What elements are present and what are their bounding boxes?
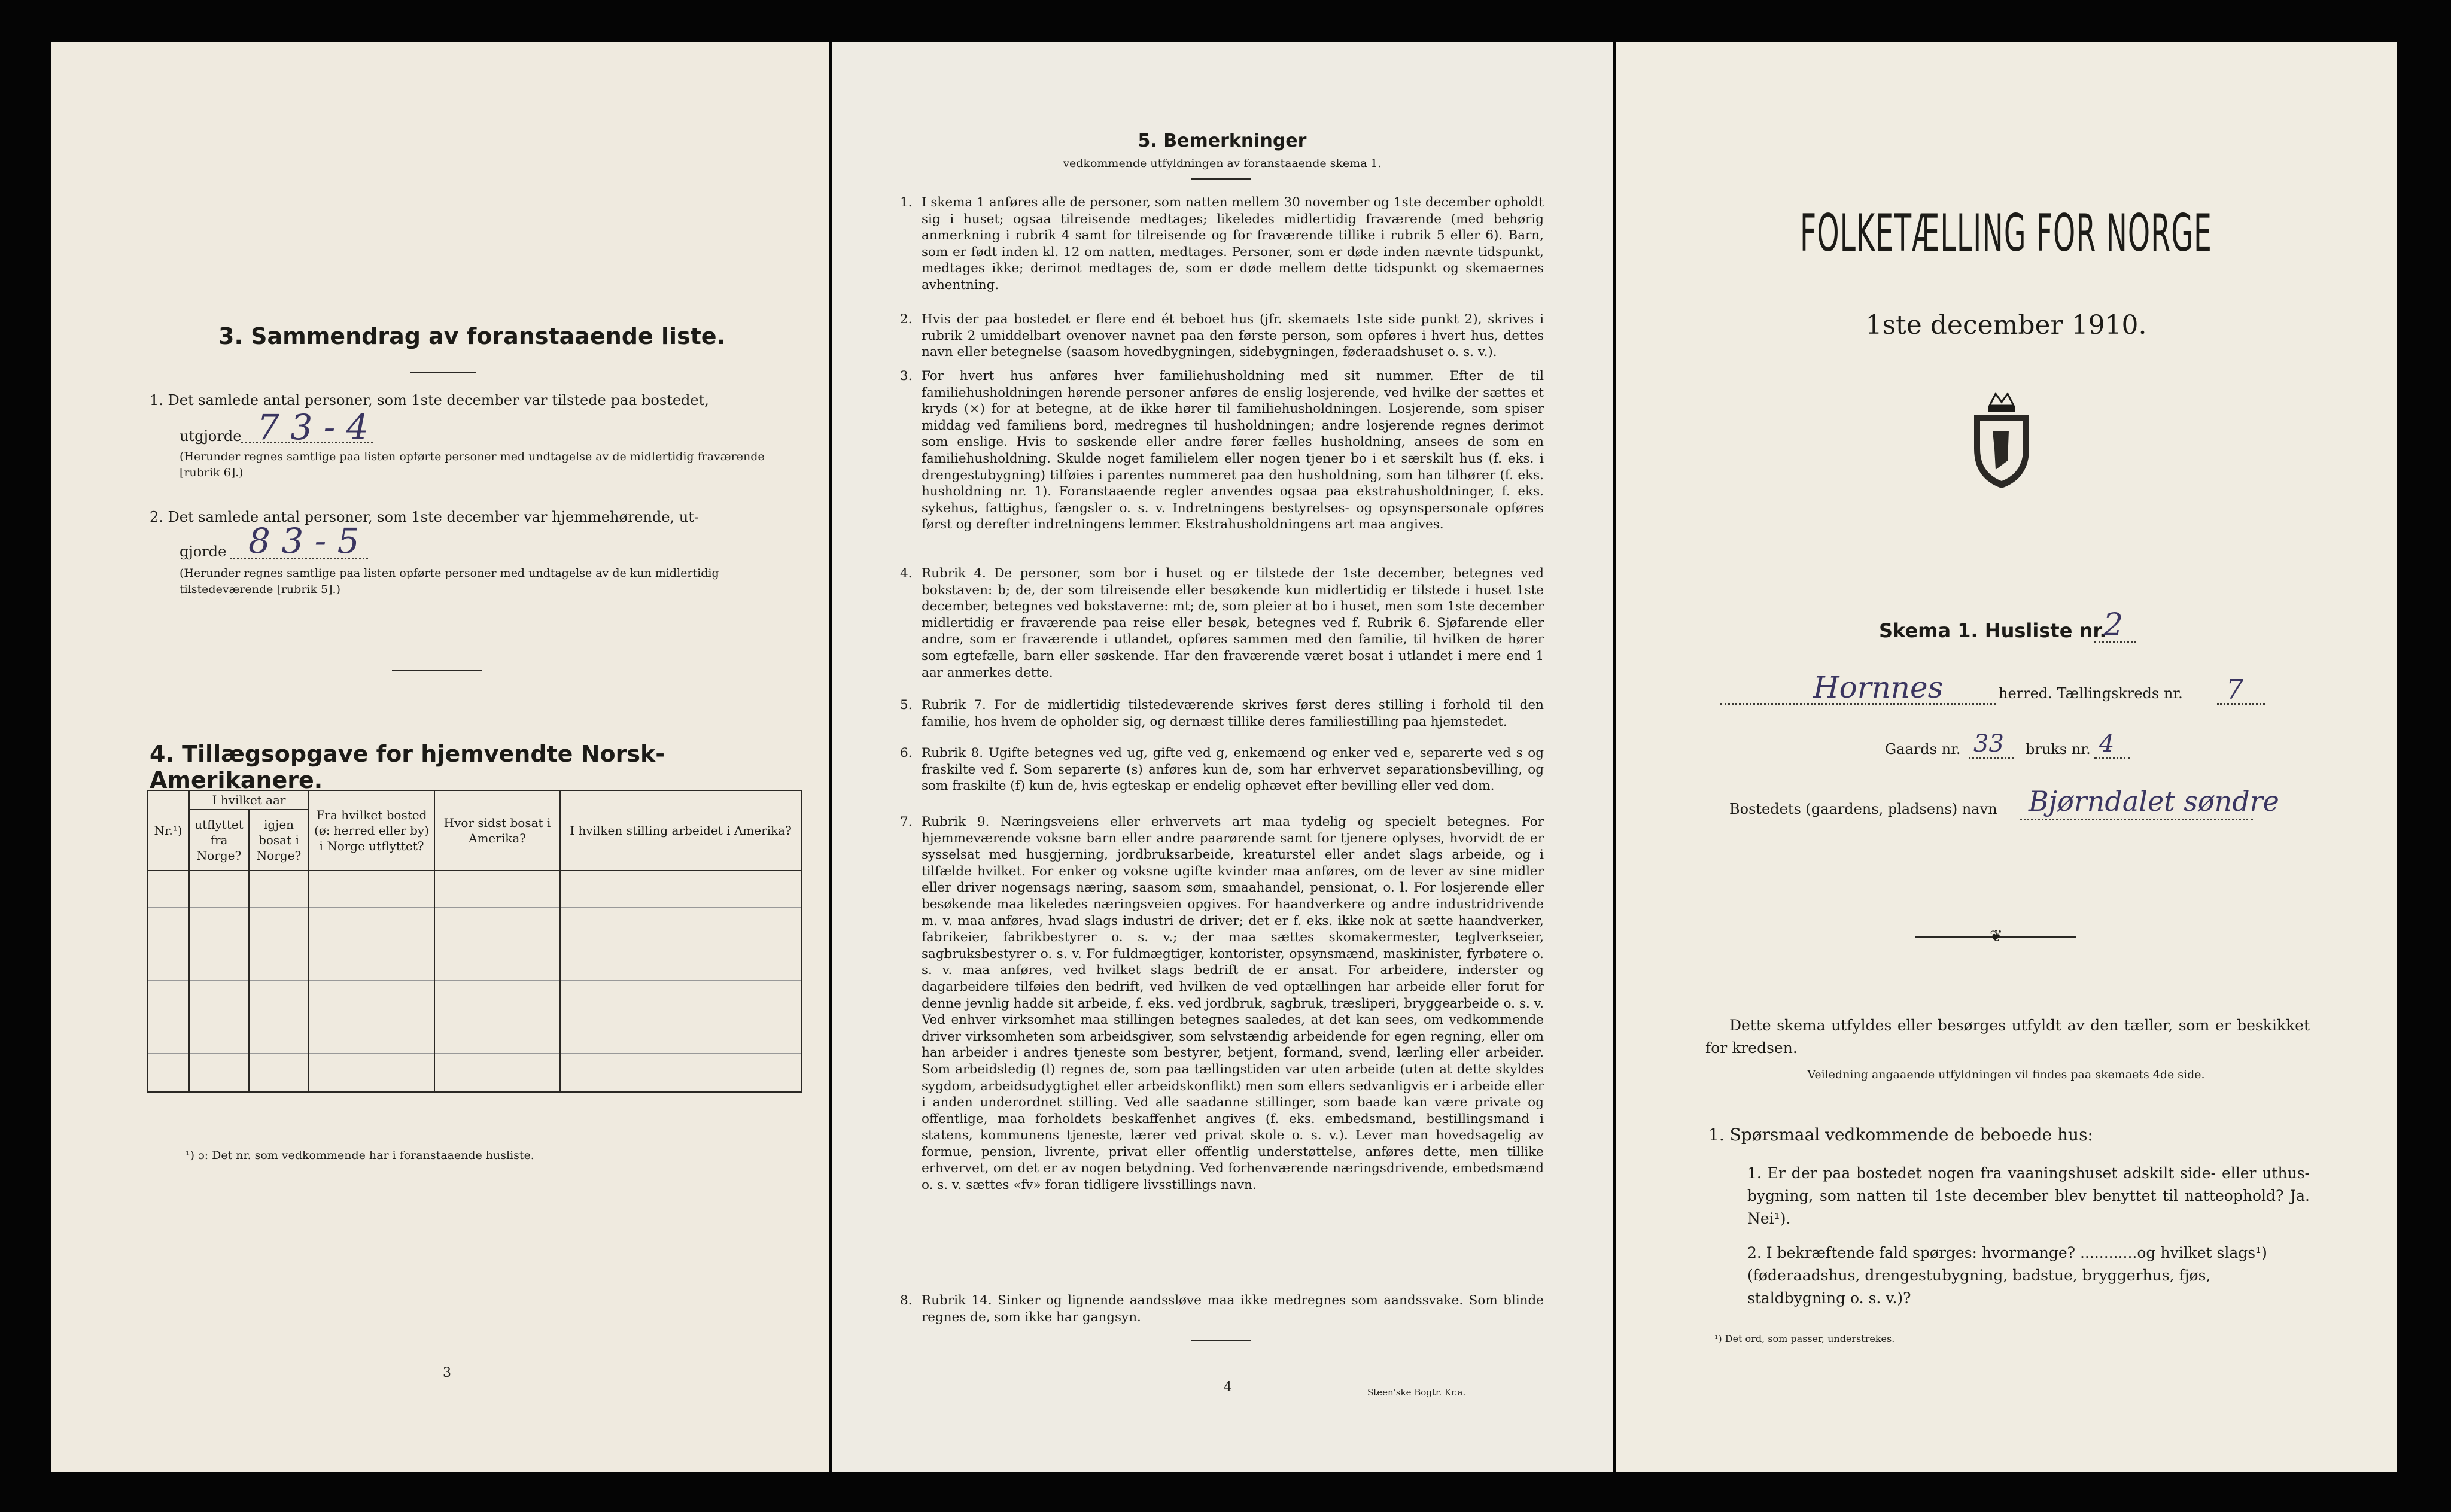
remark-5: 5. Rubrik 7. For de midlertidig tilstedeværende skrives først deres stilling i forhold til den familie, hos hvem de opholder sig, og dernæst tillike deres familiestilling paa hjemstedet. <box>900 698 1544 729</box>
herred-value: Hornnes <box>1813 670 1944 705</box>
item1-text: 1. Det samlede antal personer, som 1ste december var tilstede paa bostedet, <box>150 392 709 409</box>
page-right <box>1616 42 2397 1472</box>
col-occupation: I hvilken stilling arbeidet i Amerika? <box>560 790 801 871</box>
item1-label: utgjorde <box>180 428 242 445</box>
section4-heading: 4. Tillægsopgave for hjemvendte Norsk-Amerikanere. <box>150 741 665 793</box>
col-from-place: Fra hvilket bosted (ø: herred eller by) i Norge utflyttet? <box>309 790 434 871</box>
item2-value: 8 3 - 5 <box>248 521 360 561</box>
gaards-value: 33 <box>1973 730 2004 757</box>
remark-8: 8. Rubrik 14. Sinker og lignende aandssløve maa ikke medregnes som aandssvake. Som blinde regnes de, som ikke har gangsyn. <box>900 1293 1544 1325</box>
coat-of-arms-icon <box>1966 389 2038 491</box>
remark-3: 3. For hvert hus anføres hver familiehusholdning med sit nummer. Efter de til familiehusholdningen hørende personer anføres de enslig losjerende, ved hvilke der sættes et kryds (×) for at betegne, at de ikke hører til familiehusholdningen. Losjerende, som spiser middag ved familiens bord, medregnes til husholdningen; andre losjerende regnes derimot som enslige. Hvis to søskende eller andre fører fælles husholdning, ansees de som en familiehusholdning. Skulde noget familielem eller nogen tjener bo i et særskilt hus (f. eks. i drengestubygning) tilføies i parentes nummeret paa den husholdning, som han tilhører (f. eks. husholdning nr. 1). Foranstaaende regler anvendes ogsaa paa ekstrahusholdninger, f. eks. sykehus, fattighus, fængsler o. s. v. Indretningens bestyrelses- og opsynspersonale opføres først og derefter indretningens lemmer. Ekstrahusholdningens art maa angives. <box>900 369 1544 533</box>
col-returned: igjen bosat i Norge? <box>249 810 309 871</box>
footnote: ¹) ɔ: Det nr. som vedkommende har i foranstaaende husliste. <box>186 1149 534 1162</box>
remarks-heading: 5. Bemerkninger <box>1138 130 1307 151</box>
col-last-residence: Hvor sidst bosat i Amerika? <box>434 790 560 871</box>
table-row <box>147 871 801 1092</box>
divider <box>1191 178 1251 180</box>
bruks-value: 4 <box>2099 730 2115 757</box>
kreds-value: 7 <box>2226 673 2244 705</box>
footnote: ¹) Det ord, som passer, understrekes. <box>1714 1333 1895 1344</box>
guidance-text: Veiledning angaaende utfyldningen vil findes paa skemaets 4de side. <box>1807 1068 2205 1081</box>
col-nr: Nr.¹) <box>147 790 189 871</box>
col-emigrated: utflyttet fra Norge? <box>189 810 249 871</box>
schema-label: Skema 1. Husliste nr. <box>1879 619 2107 642</box>
questions-heading: 1. Spørsmaal vedkommende de beboede hus: <box>1708 1125 2093 1145</box>
item2-text: 2. Det samlede antal personer, som 1ste december var hjemmehørende, ut- <box>150 509 699 525</box>
remarks-subheading: vedkommende utfyldningen av foranstaaende skema 1. <box>1063 157 1382 170</box>
remark-6: 6. Rubrik 8. Ugifte betegnes ved ug, gifte ved g, enkemænd og enker ved e, separerte ved s og fraskilte ved f. Som separerte (s) anføres kun de, som har erhvervet separationsbevilling, og som fraskilte (f) kun de, hvis egteskap er endelig ophævet efter bevilling eller ved dom. <box>900 746 1544 794</box>
bruks-label: bruks nr. <box>2026 741 2091 757</box>
item2-note: (Herunder regnes samtlige paa listen opførte personer med undtagelse av de kun midlertidig tilstedeværende [rubrik 5].) <box>180 567 719 596</box>
question-1: 1. Er der paa bostedet nogen fra vaaningshuset adskilt side- eller uthus-bygning, som natten til 1ste december blev benyttet til natteophold? Ja. Nei¹). <box>1747 1164 2310 1227</box>
question-2: 2. I bekræftende fald spørges: hvormange? ............og hvilket slags¹) (føderaadshus, drengestubygning, badstue, bryggerhus, fjøs, staldbygning o. s. v.)? <box>1747 1244 2267 1307</box>
bosted-value: Bjørndalet søndre <box>2029 785 2279 817</box>
bosted-label: Bostedets (gaardens, pladsens) navn <box>1729 801 1997 817</box>
page-middle <box>832 42 1613 1472</box>
printer-mark: Steen'ske Bogtr. Kr.a. <box>1367 1387 1466 1398</box>
ornament-icon: ❦ <box>1990 927 2003 945</box>
item2-label: gjorde <box>180 543 227 560</box>
divider <box>392 670 482 671</box>
bosted-dotline <box>2020 819 2253 820</box>
remark-7: 7. Rubrik 9. Næringsveiens eller erhvervets art maa tydelig og specielt betegnes. For hjemmeværende voksne barn eller andre paarørende samt for tjenere oplyses, hvorvidt de er sysselsat med husgjerning, jordbruksarbeide, kreaturstel eller andet slags arbeide, og i tilfælde hvilket. For enker og voksne ugifte kvinder maa anføres, om de lever av sine midler eller driver nogensags næring, saasom søm, smaahandel, pensionat, o. l. For losjerende eller besøkende maa likeledes næringsveien opgives. For haandverkere og andre industridrivende m. v. maa anføres, hvad slags industri de driver; det er f. eks. ikke nok at sætte haandverker, fabrikeier, fabrikbestyrer o. s. v.; der maa sættes skomakermester, teglverkseier, sagbruksbestyrer o. s. v. For fuldmægtiger, kontorister, opsynsmænd, maskinister, fyrbøtere o. s. v. maa anføres, ved hvilket slags bedrift de er ansat. For arbeidere, inderster og dagarbeidere tilføies den bedrift, ved hvilken de ved optællingen har arbeide eller forut for denne jevnlig hadde sit arbeide, f. eks. ved jordbruk, sagbruk, træsliperi, bryggearbeide o. s. v. Ved enhver virksomhet maa stillingen betegnes saaledes, at det kan sees, om vedkommende driver virksomheten som arbeidsgiver, som selvstændig arbeidende for egen regning, eller om han arbeider i andres tjeneste som bestyrer, betjent, formand, svend, lærling eller arbeider. Som arbeidsledig (l) regnes de, som paa tællingstiden var uten arbeide (uten at dette skyldes sygdom, arbeidsudygtighet eller arbeidskonflikt) men som ellers sedvanligvis er i arbeide eller i anden underordnet stilling. Ved alle saadanne stillinger, som baade kan være private og offentlige, maa forholdets beskaffenhet angives (f. eks. embedsmand, bestillingsmand i statens, kommunens tjeneste, lærer ved privat skole o. s. v.). Lever man hovedsagelig av formue, pension, livrente, privat eller offentlig understøttelse, anføres dette, men tillike erhvervet, om det er av nogen betydning. Ved forhenværende næringsdrivende, embedsmænd o. s. v. sættes «fv» foran tidligere livsstillings navn. <box>900 814 1544 1193</box>
gaards-label: Gaards nr. <box>1885 741 1961 757</box>
page-left <box>51 42 829 1472</box>
intro-text: Dette skema utfyldes eller besørges utfyldt av den tæller, som er beskikket for kredsen. <box>1705 1017 2310 1057</box>
col-group-year: I hvilket aar <box>189 790 309 810</box>
divider <box>410 372 476 373</box>
remark-2: 2. Hvis der paa bostedet er flere end ét beboet hus (jfr. skemaets 1ste side punkt 2), skrives i rubrik 2 umiddelbart ovenover navnet paa den første person, som opføres i hvert hus, dettes navn eller betegnelse (saasom hovedbygningen, sidebygningen, føderaadshuset o. s. v.). <box>900 312 1544 360</box>
schema-value: 2 <box>2103 607 2124 643</box>
section3-heading: 3. Sammendrag av foranstaaende liste. <box>218 323 726 349</box>
item1-value: 7 3 - 4 <box>257 407 369 448</box>
divider <box>1191 1340 1251 1341</box>
norsk-amerikanere-table <box>147 790 802 1093</box>
form-title: FOLKETÆLLING FOR NORGE <box>1800 203 2212 263</box>
page-number: 4 <box>1224 1380 1232 1395</box>
form-date: 1ste december 1910. <box>1865 310 2147 340</box>
herred-label: herred. Tællingskreds nr. <box>1999 685 2183 702</box>
remark-4: 4. Rubrik 4. De personer, som bor i huset og er tilstede der 1ste december, betegnes ved bokstaven: b; de, der som tilreisende eller besøkende kun midlertidig er tilstede i huset 1ste december, betegnes ved bokstaverne: mt; de, som pleier at bo i huset, men som 1ste december midlertidig er fraværende paa reise eller besøk, betegnes ved f. Rubrik 6. Sjøfarende eller andre, som er fraværende i utlandet, opføres sammen med den familie, til hvilken de hører som egtefælle, barn eller søskende. Har den fraværende været bosat i utlandet i mere end 1 aar anmerkes dette. <box>900 566 1544 680</box>
item1-note: (Herunder regnes samtlige paa listen opførte personer med undtagelse av de midlertidig fraværende [rubrik 6].) <box>180 450 765 479</box>
remark-1: 1. I skema 1 anføres alle de personer, som natten mellem 30 november og 1ste december opholdt sig i huset; ogsaa tilreisende medtages; likeledes midlertidig fraværende (med behørig anmerkning i rubrik 4 samt for tilreisende og for fraværende tillike i rubrik 5 eller 6). Barn, som er født inden kl. 12 om natten, medtages. Personer, som er døde inden nævnte tidspunkt, medtages ikke; derimot medtages de, som er døde mellem dette tidspunkt og skemaernes avhentning. <box>900 195 1544 293</box>
page-number: 3 <box>443 1365 451 1380</box>
